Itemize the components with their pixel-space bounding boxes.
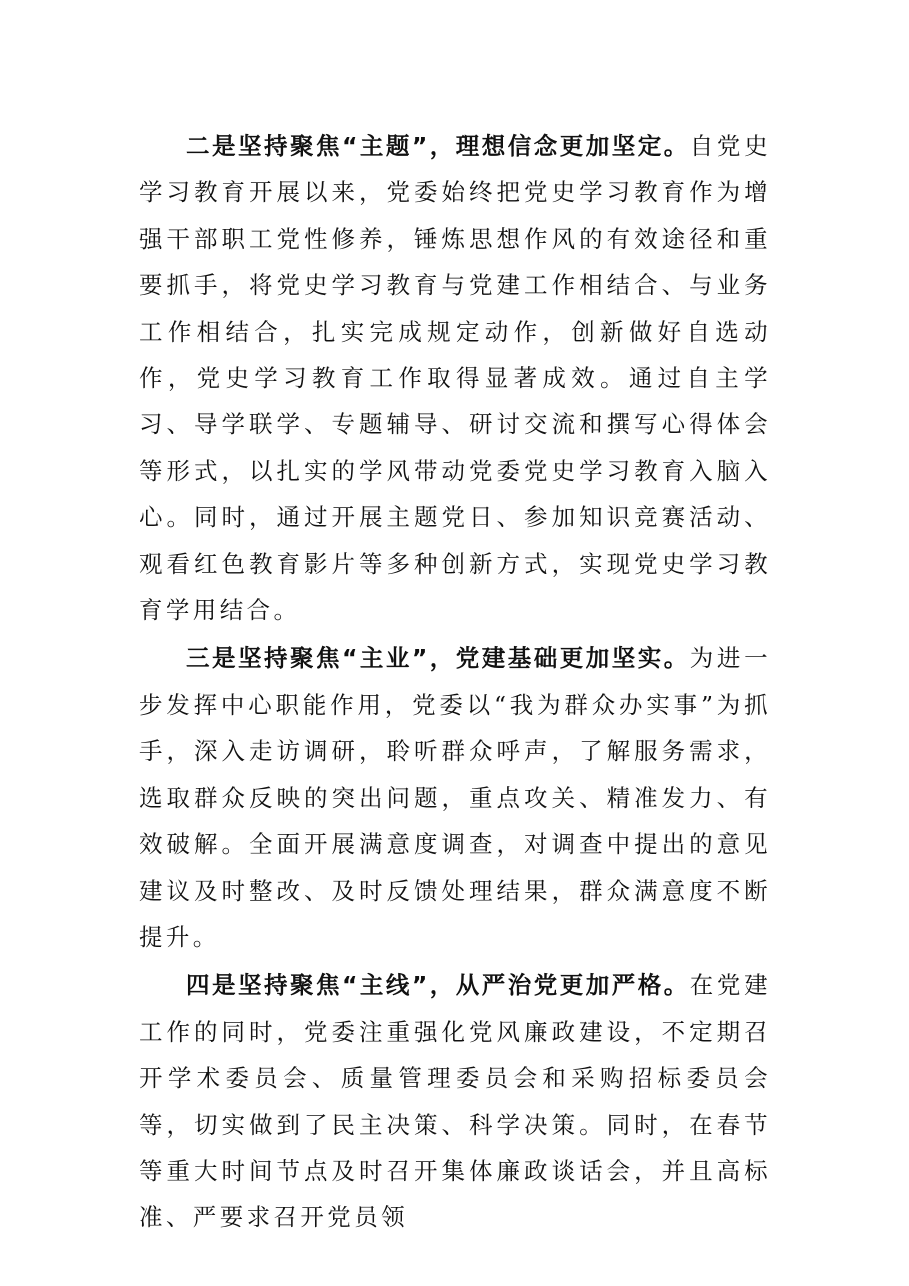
paragraph-heading: 二是坚持聚焦“主题”，理想信念更加坚定。 (186, 132, 690, 160)
paragraph-text: 自党史学习教育开展以来，党委始终把党史学习教育作为增强干部职工党性修养，锤炼思想作风的有效途径和重要抓手，将党史学习教育与党建工作相结合、与业务工作相结合，扎实完成规定动作，创新做好自选动作，党史学习教育工作取得显著成效。通过自主学习、导学联学、专题辅导、研讨交流和撰写心得体会等形式，以扎实的学风带动党委党史学习教育入脑入心。同时，通过开展主题党日、参加知识竞赛活动、观看红色教育影片等多种创新方式，实现党史学习教育学用结合。 (139, 132, 772, 625)
paragraph-main-line (139, 962, 771, 1240)
paragraph-text: 为进一步发挥中心职能作用，党委以“我为群众办实事”为抓手，深入走访调研，聆听群众呼声，了解服务需求，选取群众反映的突出问题，重点攻关、精准发力、有效破解。全面开展满意度调查，对调查中提出的意见建议及时整改、及时反馈处理结果，群众满意度不断提升。 (139, 644, 772, 951)
paragraph-theme (139, 123, 771, 633)
paragraph-main-business (139, 635, 771, 960)
document-body (139, 123, 771, 1243)
paragraph-text: 在党建工作的同时，党委注重强化党风廉政建设，不定期召开学术委员会、质量管理委员会和采购招标委员会等，切实做到了民主决策、科学决策。同时，在春节等重大时间节点及时召开集体廉政谈话会，并且高标准、严要求召开党员领 (139, 971, 772, 1232)
paragraph-heading: 四是坚持聚焦“主线”，从严治党更加严格。 (186, 971, 690, 1000)
paragraph-heading: 三是坚持聚焦“主业”，党建基础更加坚实。 (186, 644, 690, 673)
